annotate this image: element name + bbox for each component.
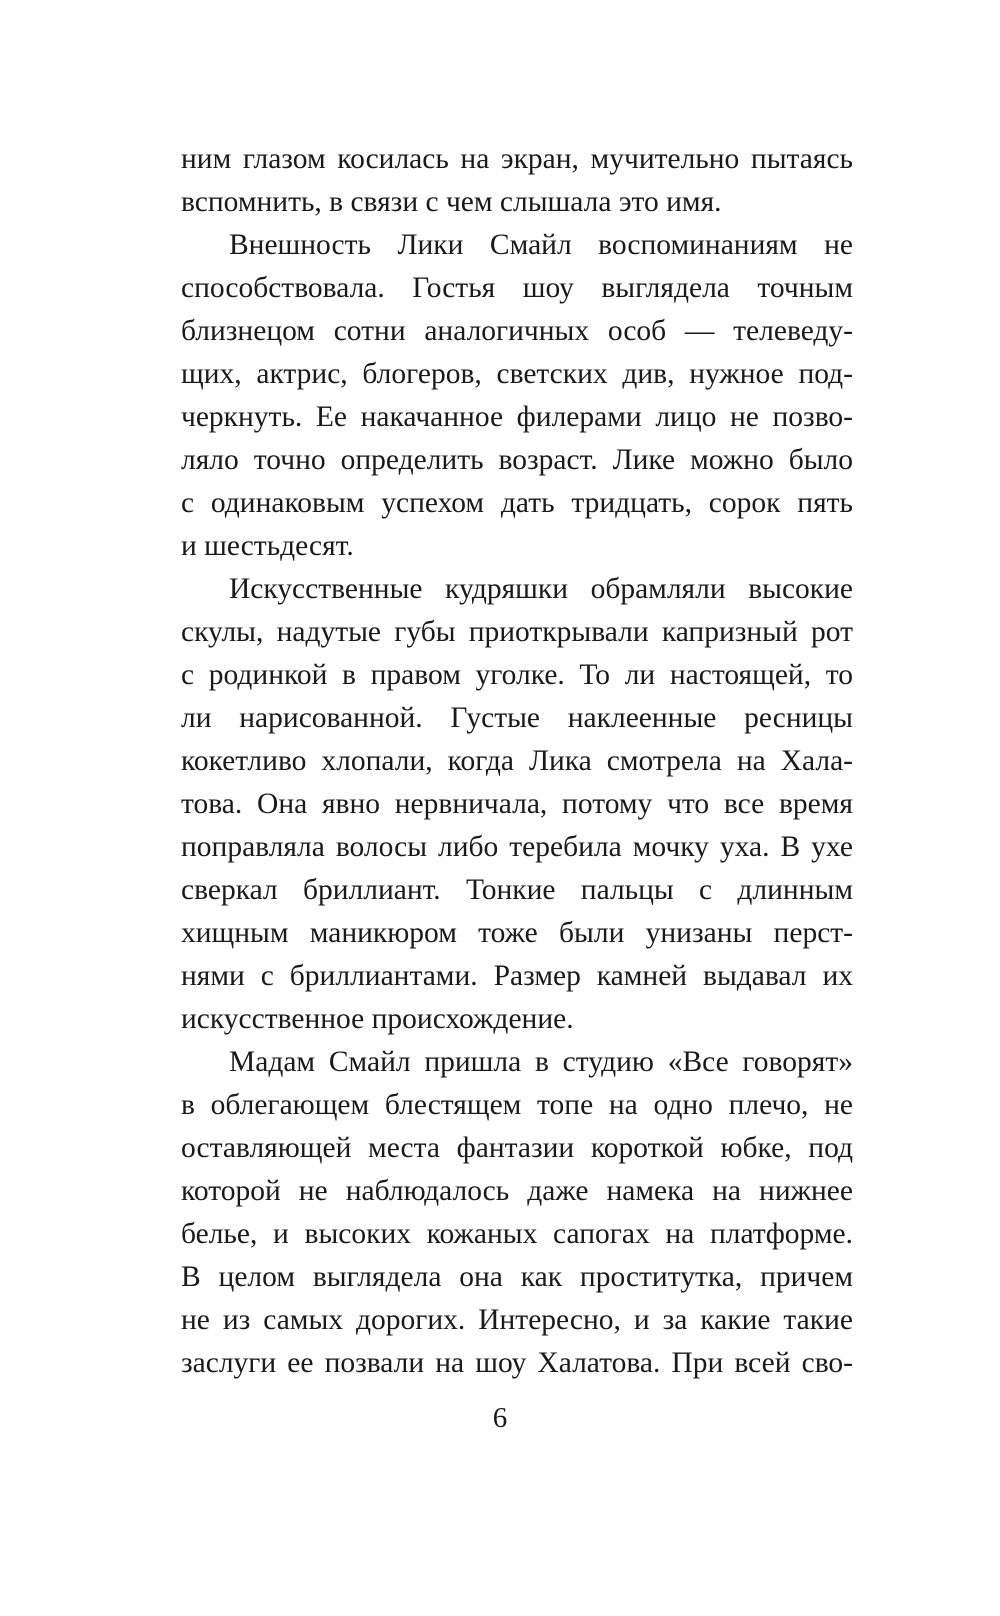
text-line: искусственное происхождение. xyxy=(181,1003,574,1035)
text-line: Внешность Лики Смайл воспоминаниям не xyxy=(229,229,853,261)
text-line: не из самых дорогих. Интересно, и за какие такие xyxy=(181,1304,853,1336)
text-line: вспомнить, в связи с чем слышала это имя. xyxy=(181,186,722,218)
text-line: ляло точно определить возраст. Лике можно было xyxy=(181,444,853,476)
text-line: которой не наблюдалось даже намека на нижнее xyxy=(181,1175,853,1207)
text-line: белье, и высоких кожаных сапогах на платформе. xyxy=(181,1218,853,1250)
text-line: в облегающем блестящем топе на одно плечо, не xyxy=(181,1089,853,1121)
text-line: скулы, надутые губы приоткрывали капризный рот xyxy=(181,616,853,648)
text-line: способствовала. Гостья шоу выглядела точным xyxy=(181,272,853,304)
text-line: щих, актрис, блогеров, светских див, нужное под- xyxy=(181,358,853,390)
text-line: хищным маникюром тоже были унизаны перст- xyxy=(181,917,853,949)
text-line: нями с бриллиантами. Размер камней выдавал их xyxy=(181,960,853,992)
text-line: поправляла волосы либо теребила мочку уха. В ухе xyxy=(181,831,853,863)
text-line: с одинаковым успехом дать тридцать, сорок пять xyxy=(181,487,853,519)
text-line: оставляющей места фантазии короткой юбке, под xyxy=(181,1132,853,1164)
text-line: Мадам Смайл пришла в студию «Все говорят» xyxy=(229,1046,853,1078)
page-body-text xyxy=(181,138,853,1385)
text-line: заслуги ее позвали на шоу Халатова. При всей сво- xyxy=(181,1347,853,1379)
text-line: ли нарисованной. Густые наклеенные ресницы xyxy=(181,702,853,734)
text-line: близнецом сотни аналогичных особ — телеведу- xyxy=(181,315,853,347)
text-line: това. Она явно нервничала, потому что все время xyxy=(181,788,853,820)
page-number: 6 xyxy=(492,1402,508,1434)
text-line: и шестьдесят. xyxy=(181,530,354,562)
text-line: ним глазом косилась на экран, мучительно пытаясь xyxy=(181,143,853,175)
text-line: сверкал бриллиант. Тонкие пальцы с длинным xyxy=(181,874,853,906)
text-line: В целом выглядела она как проститутка, причем xyxy=(181,1261,853,1293)
text-line: кокетливо хлопали, когда Лика смотрела на Хала- xyxy=(181,745,853,777)
text-line: с родинкой в правом уголке. То ли настоящей, то xyxy=(181,659,853,691)
text-line: Искусственные кудряшки обрамляли высокие xyxy=(229,573,853,605)
text-line: черкнуть. Ее накачанное филерами лицо не позво- xyxy=(181,401,853,433)
